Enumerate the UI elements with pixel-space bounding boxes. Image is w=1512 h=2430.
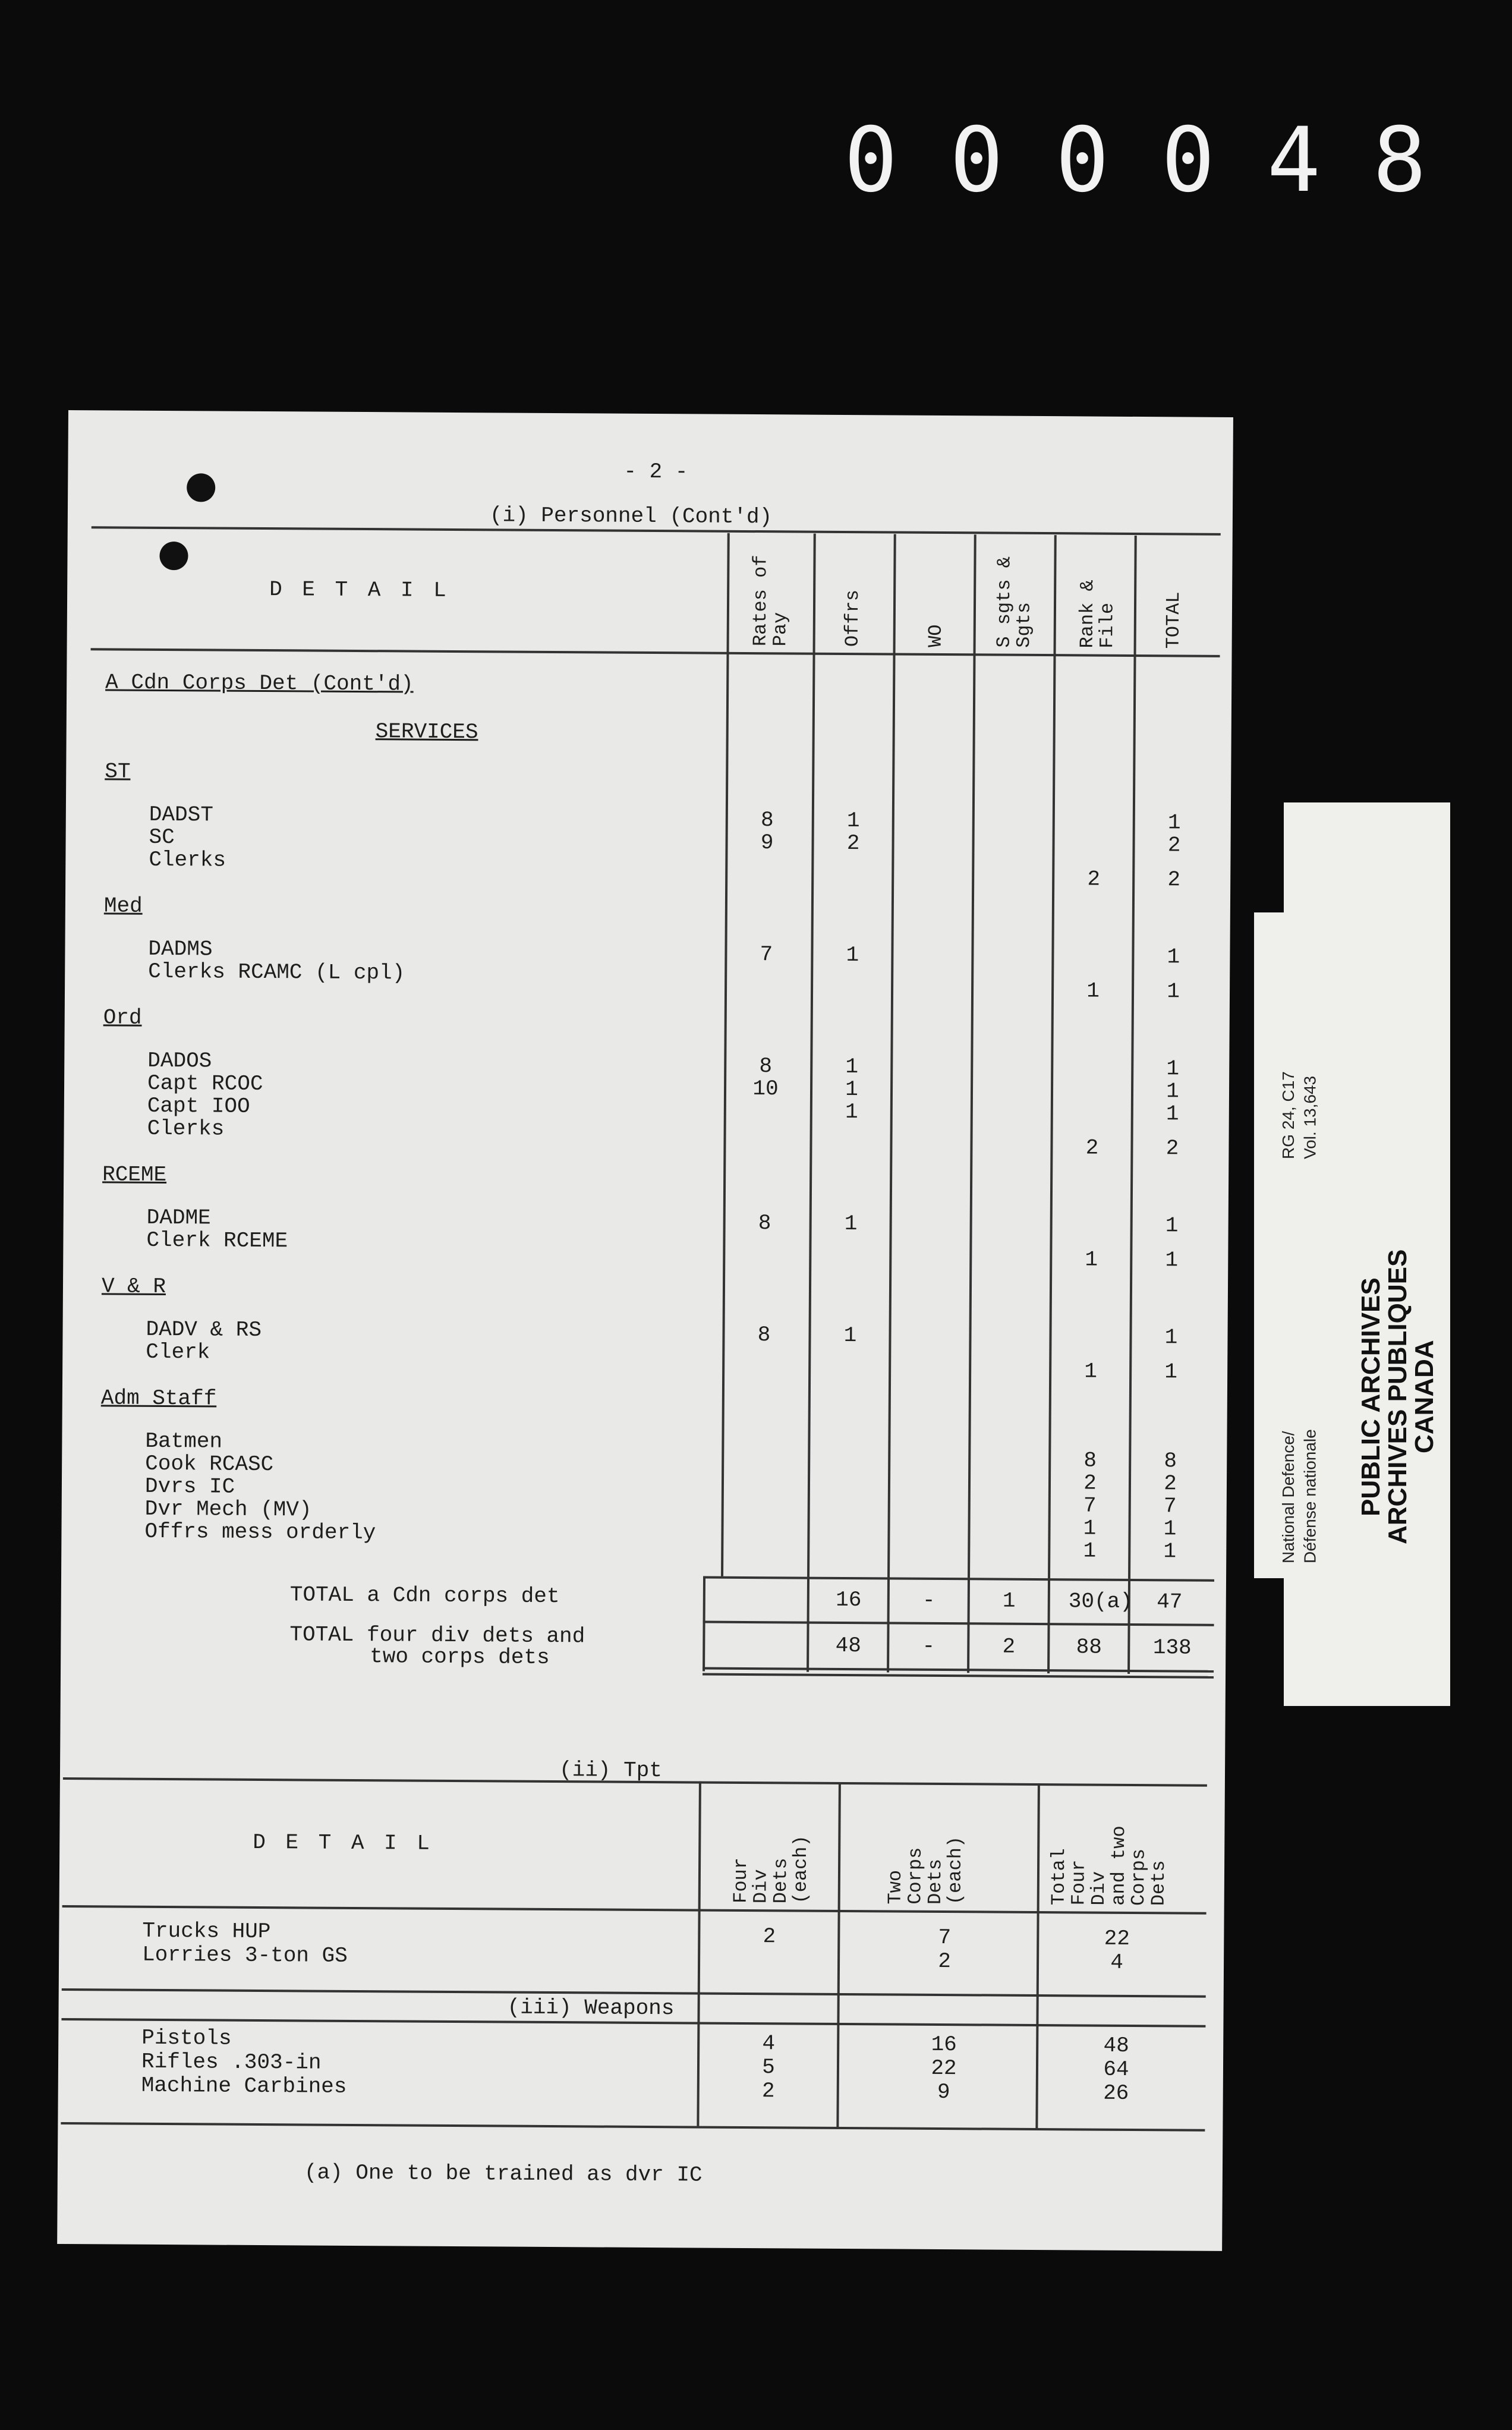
- total-value: 1: [1165, 1248, 1179, 1273]
- total-value: 1: [1166, 1079, 1179, 1104]
- offrs-value: 1: [845, 1100, 858, 1125]
- group-heading: Med: [103, 893, 143, 918]
- frame-digit: 0: [1055, 109, 1110, 212]
- row-label: Clerks: [147, 1116, 225, 1141]
- column-rule: [807, 534, 816, 1577]
- tpt-two-header: Two Corps Dets (each): [884, 1836, 967, 1905]
- table-rule: [62, 1905, 1207, 1915]
- tpt-four-value: 2: [763, 1924, 776, 1949]
- rank-header: Rank & File: [1076, 580, 1119, 649]
- weapon-four-value: 4: [762, 2031, 776, 2056]
- personnel-title: (i) Personnel (Cont'd): [489, 503, 773, 530]
- punch-hole: [187, 473, 215, 502]
- wo-header: WO: [924, 624, 947, 648]
- rates-value: 8: [759, 1054, 773, 1079]
- tpt-title: (ii) Tpt: [559, 1758, 662, 1783]
- tpt-row-label: Lorries 3-ton GS: [142, 1942, 348, 1968]
- row-label: Clerks RCAMC (L cpl): [148, 959, 405, 986]
- total-header: TOTAL: [1162, 591, 1185, 649]
- frame-digit: 8: [1372, 109, 1426, 212]
- row-label: Clerk: [146, 1339, 210, 1365]
- weapon-total-value: 26: [1103, 2080, 1129, 2105]
- row-label: Capt RCOC: [147, 1071, 263, 1097]
- column-rule: [1047, 1578, 1050, 1673]
- group-heading: RCEME: [102, 1162, 167, 1188]
- row-label: Offrs mess orderly: [144, 1519, 376, 1545]
- offrs-value: 1: [843, 1323, 857, 1348]
- page-number: - 2 -: [623, 459, 688, 484]
- total-all-wo: -: [922, 1633, 935, 1658]
- offrs-value: 1: [844, 1211, 858, 1236]
- total-value: 2: [1166, 1136, 1179, 1161]
- row-label: Dvr Mech (MV): [144, 1496, 312, 1522]
- column-rule: [968, 534, 976, 1578]
- detail-header: D E T A I L: [269, 577, 450, 603]
- weapon-four-value: 5: [762, 2055, 775, 2080]
- table-rule: [61, 2122, 1205, 2132]
- total-all-total: 138: [1152, 1635, 1192, 1660]
- total-corps-wo: -: [922, 1588, 935, 1613]
- frame-digit: 0: [844, 109, 898, 212]
- total-value: 1: [1164, 1359, 1178, 1384]
- row-label: DADV & RS: [146, 1317, 262, 1343]
- row-label: SC: [149, 824, 175, 850]
- tpt-two-value: 2: [938, 1949, 952, 1974]
- frame-number: [844, 109, 1426, 212]
- weapon-total-value: 48: [1103, 2033, 1129, 2058]
- tpt-total-value: 4: [1110, 1950, 1124, 1975]
- offrs-value: 1: [846, 943, 859, 968]
- rank-value: 1: [1083, 1538, 1097, 1563]
- document-page: [57, 410, 1233, 2251]
- group-heading: Adm Staff: [100, 1386, 217, 1411]
- total-all-label-2: two corps dets: [370, 1644, 550, 1670]
- rank-value: 1: [1085, 1247, 1098, 1272]
- rates-value: 8: [757, 1323, 771, 1348]
- punch-hole: [159, 542, 188, 570]
- column-rule: [887, 1577, 890, 1672]
- total-value: 1: [1166, 1056, 1180, 1081]
- offrs-value: 2: [846, 831, 860, 856]
- total-value: 2: [1164, 1471, 1177, 1496]
- rates-value: 9: [760, 830, 774, 855]
- tpt-two-value: 7: [938, 1925, 952, 1950]
- total-rule: [703, 1673, 1214, 1679]
- section-heading: A Cdn Corps Det (Cont'd): [105, 670, 414, 697]
- rates-value: 10: [752, 1076, 779, 1101]
- ssgts-header: S sgts & Sgts: [993, 556, 1035, 648]
- row-label: Capt IOO: [147, 1093, 250, 1119]
- column-rule: [697, 1781, 701, 2126]
- group-heading: V & R: [101, 1274, 166, 1299]
- rates-value: 8: [760, 808, 774, 833]
- services-heading: SERVICES: [375, 719, 478, 745]
- footnote: (a) One to be trained as dvr IC: [304, 2160, 703, 2187]
- rank-value: 8: [1083, 1448, 1097, 1473]
- total-corps-rank: 30(a): [1068, 1589, 1133, 1614]
- rank-value: 1: [1084, 1359, 1098, 1384]
- column-rule: [887, 534, 896, 1577]
- frame-digit: 0: [949, 109, 1004, 212]
- archive-reference: RG 24, C17 Vol. 13,643: [1279, 1071, 1319, 1159]
- group-heading: ST: [105, 759, 131, 784]
- total-value: 1: [1167, 979, 1180, 1004]
- row-label: Clerk RCEME: [146, 1227, 288, 1254]
- weapon-four-value: 2: [761, 2079, 775, 2104]
- total-all-ssgts: 2: [1002, 1634, 1016, 1659]
- rank-value: 1: [1083, 1516, 1097, 1541]
- total-value: 1: [1167, 810, 1181, 835]
- weapon-row-label: Rifles .303-in: [141, 2049, 322, 2075]
- tpt-four-header: Four Div Dets (each): [729, 1835, 812, 1904]
- row-label: Cook RCASC: [145, 1451, 274, 1477]
- rates-value: 8: [758, 1211, 771, 1236]
- weapon-two-value: 22: [931, 2056, 957, 2081]
- row-label: DADOS: [147, 1048, 212, 1074]
- total-all-offrs: 48: [835, 1633, 862, 1658]
- archive-stamp: PUBLIC ARCHIVES ARCHIVES PUBLIQUES CANADA: [1356, 1249, 1439, 1545]
- column-rule: [703, 1576, 705, 1672]
- offrs-value: 1: [846, 808, 860, 833]
- total-value: 8: [1164, 1449, 1177, 1474]
- row-label: DADME: [146, 1205, 211, 1230]
- column-rule: [1035, 1783, 1040, 2128]
- rank-value: 7: [1083, 1493, 1097, 1518]
- column-rule: [967, 1578, 970, 1673]
- group-heading: Ord: [103, 1005, 142, 1030]
- weapon-two-value: 9: [937, 2079, 950, 2105]
- column-rule: [1048, 535, 1057, 1578]
- total-corps-offrs: 16: [836, 1587, 862, 1613]
- rates-value: 7: [760, 942, 773, 967]
- rates-header: Rates of Pay: [749, 555, 792, 647]
- weapon-row-label: Pistols: [141, 2025, 232, 2051]
- weapons-title: (iii) Weapons: [507, 1995, 675, 2021]
- total-value: 1: [1166, 1101, 1179, 1126]
- rank-value: 2: [1085, 1135, 1099, 1160]
- tpt-total-value: 22: [1104, 1926, 1130, 1951]
- column-rule: [836, 1782, 841, 2127]
- total-value: 1: [1165, 1213, 1179, 1238]
- total-rule: [703, 1667, 1214, 1673]
- row-label: DADMS: [148, 936, 213, 962]
- rank-value: 2: [1083, 1471, 1097, 1496]
- row-label: Dvrs IC: [144, 1474, 235, 1499]
- frame-digit: 4: [1267, 109, 1321, 212]
- column-rule: [721, 533, 730, 1576]
- total-value: 1: [1163, 1539, 1177, 1564]
- total-rule: [703, 1576, 1214, 1582]
- total-corps-label: TOTAL a Cdn corps det: [289, 1582, 560, 1609]
- total-value: 1: [1167, 945, 1180, 970]
- column-rule: [807, 1577, 809, 1672]
- total-corps-ssgts: 1: [1002, 1588, 1016, 1613]
- rank-value: 2: [1087, 867, 1101, 892]
- tpt-row-label: Trucks HUP: [142, 1918, 271, 1944]
- table-rule: [91, 648, 1220, 657]
- weapon-row-label: Machine Carbines: [141, 2073, 347, 2099]
- row-label: Clerks: [149, 847, 226, 873]
- column-rule: [1128, 536, 1137, 1579]
- rank-value: 1: [1086, 978, 1100, 1003]
- tpt-total-header: Total Four Div and two Corps Dets: [1047, 1825, 1170, 1906]
- tpt-detail-header: D E T A I L: [253, 1830, 434, 1856]
- offrs-value: 1: [845, 1055, 859, 1079]
- total-value: 1: [1164, 1325, 1178, 1350]
- weapon-two-value: 16: [931, 2032, 957, 2057]
- total-all-rank: 88: [1076, 1635, 1102, 1660]
- row-label: DADST: [149, 802, 214, 827]
- offrs-value: 1: [845, 1077, 858, 1102]
- total-rule: [703, 1621, 1214, 1626]
- offrs-header: Offrs: [841, 589, 864, 647]
- total-value: 2: [1167, 833, 1181, 858]
- weapon-total-value: 64: [1103, 2057, 1129, 2082]
- total-all-label: TOTAL four div dets and: [289, 1622, 585, 1649]
- frame-digit: 0: [1161, 109, 1215, 212]
- total-value: 7: [1163, 1494, 1177, 1519]
- total-corps-total: 47: [1157, 1589, 1183, 1614]
- row-label: Batmen: [145, 1428, 223, 1454]
- total-value: 1: [1163, 1516, 1177, 1541]
- total-value: 2: [1167, 867, 1181, 892]
- archive-department: National Defence/ Défense nationale: [1279, 1429, 1319, 1563]
